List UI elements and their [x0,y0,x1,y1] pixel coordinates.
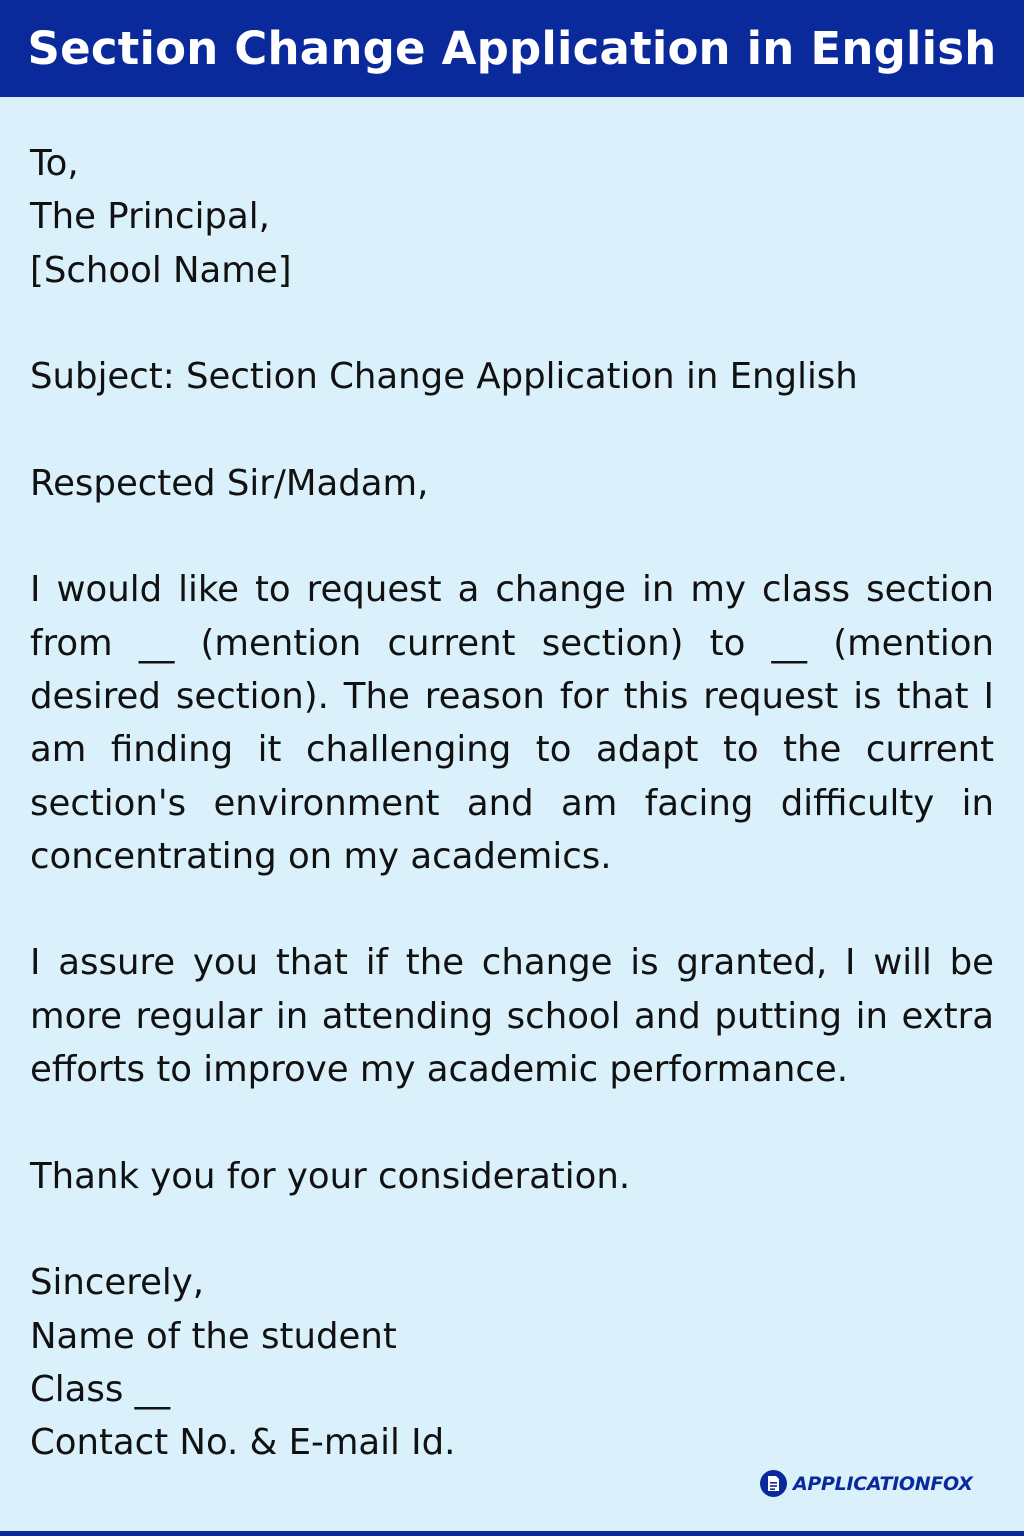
body-paragraph-request: I would like to request a change in my class section from __ (mention current section) to __ (mention desired section). The reason for this request is that I am finding it challenging to adapt to the current section's environment and am facing difficulty in concentrating on my academics. [30,569,994,877]
thanks-line: Thank you for your consideration. [30,1155,631,1197]
address-to: To, [30,143,79,184]
signature-contact: Contact No. & E-mail Id. [30,1422,456,1464]
brand-name: APPLICATIONFOX [793,1472,973,1495]
body-paragraph-assurance: I assure you that if the change is granted, I will be more regular in attending school and putting in extra efforts to improve my academic performance. [30,942,994,1091]
address-school: [School Name] [30,249,292,291]
document-logo-icon [760,1470,787,1497]
brand-logo [760,1470,973,1497]
signature-class: Class __ [30,1368,171,1410]
page-title: Section Change Application in English [27,22,997,75]
address-recipient: The Principal, [30,196,270,238]
salutation: Respected Sir/Madam, [30,462,429,504]
footer-bar [0,1531,1024,1536]
closing: Sincerely, [30,1262,205,1304]
subject-line: Subject: Section Change Application in English [30,356,858,398]
letter-body [30,137,994,1469]
signature-name: Name of the student [30,1315,397,1357]
title-banner [0,0,1024,97]
